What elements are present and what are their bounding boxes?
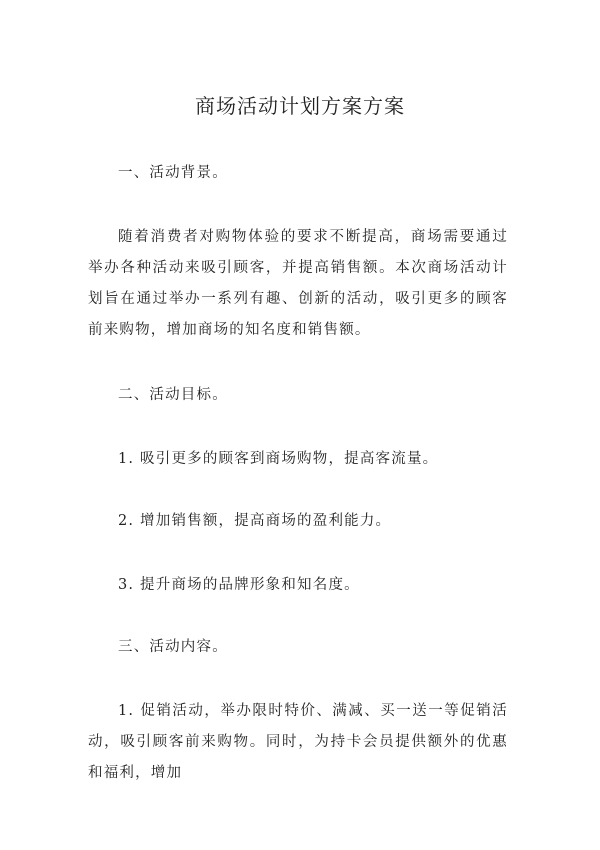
background-paragraph: 随着消费者对购物体验的要求不断提高，商场需要通过举办各种活动来吸引顾客，并提高销售额。本次商场活动计划旨在通过举办一系列有趣、创新的活动，吸引更多的顾客前来购物，增加商场的知名度和销售额。: [88, 229, 508, 338]
content-item-1: 1. 促销活动，举办限时特价、满减、买一送一等促销活动，吸引顾客前来购物。同时，为持卡会员提供额外的优惠和福利，增加: [88, 703, 508, 781]
goal-item-1: 1. 吸引更多的顾客到商场购物，提高客流量。: [118, 451, 439, 467]
document-title: 商场活动计划方案方案: [195, 94, 405, 118]
section-heading-goals: 二、活动目标。: [118, 387, 228, 403]
goal-item-2: 2. 增加销售额，提高商场的盈利能力。: [118, 513, 392, 529]
section-heading-content: 三、活动内容。: [118, 639, 228, 655]
section-heading-background: 一、活动背景。: [118, 165, 228, 181]
goal-item-3: 3. 提升商场的品牌形象和知名度。: [118, 577, 360, 593]
